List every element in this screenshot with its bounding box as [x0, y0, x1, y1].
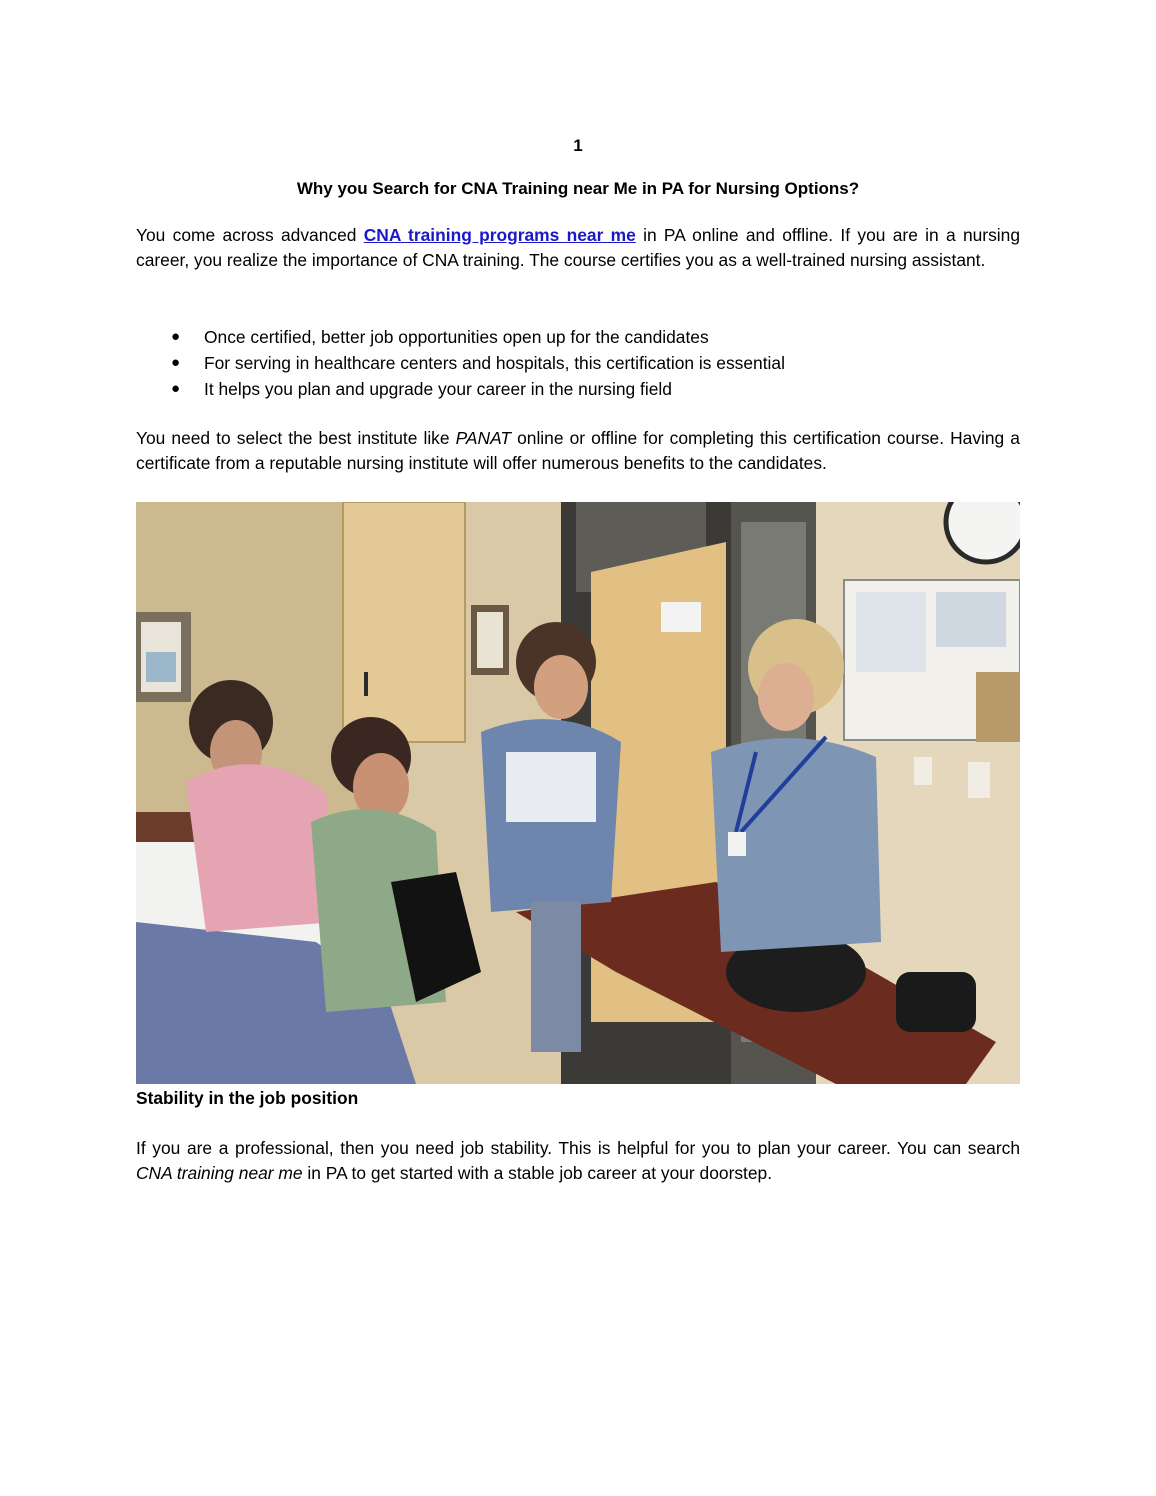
- page-title: Why you Search for CNA Training near Me in PA for Nursing Options?: [296, 179, 860, 198]
- bullet-icon: ●: [171, 354, 181, 371]
- benefits-list: [136, 324, 1020, 402]
- list-item: [136, 350, 1020, 376]
- section-heading: Stability in the job position: [136, 1088, 359, 1108]
- bullet-icon: ●: [171, 380, 181, 397]
- institute-text-start: You need to select the best institute like: [136, 428, 456, 448]
- training-photo: [136, 502, 1020, 1084]
- intro-text-end: in PA online and offline. If you are in a nursing career, you realize the importance of CNA training. The course certifies you as a well-trained nursing assistant.: [136, 225, 1021, 270]
- list-item-text: It helps you plan and upgrade your career in the nursing field: [204, 379, 672, 399]
- search-phrase: CNA training near me: [136, 1163, 303, 1183]
- intro-paragraph: [136, 223, 1020, 273]
- institute-paragraph: [136, 426, 1020, 476]
- bullet-icon: ●: [171, 328, 181, 345]
- institute-name: PANAT: [455, 428, 512, 448]
- cna-programs-link[interactable]: CNA training programs near me: [363, 225, 636, 245]
- list-item: [136, 376, 1020, 402]
- stability-text-end: in PA to get started with a stable job career at your doorstep.: [302, 1163, 773, 1183]
- page-number: 1: [573, 136, 583, 155]
- list-item: [136, 324, 1020, 350]
- stability-text-start: If you are a professional, then you need job stability. This is helpful for you to plan your career. You can search: [136, 1138, 1020, 1158]
- institute-text-end: online or offline for completing this certification course. Having a certificate from a reputable nursing institute will offer numerous benefits to the candidates.: [136, 428, 1020, 473]
- intro-text-start: You come across advanced: [136, 225, 364, 245]
- list-item-text: For serving in healthcare centers and hospitals, this certification is essential: [204, 353, 785, 373]
- stability-paragraph: [136, 1136, 1020, 1186]
- list-item-text: Once certified, better job opportunities open up for the candidates: [204, 327, 709, 347]
